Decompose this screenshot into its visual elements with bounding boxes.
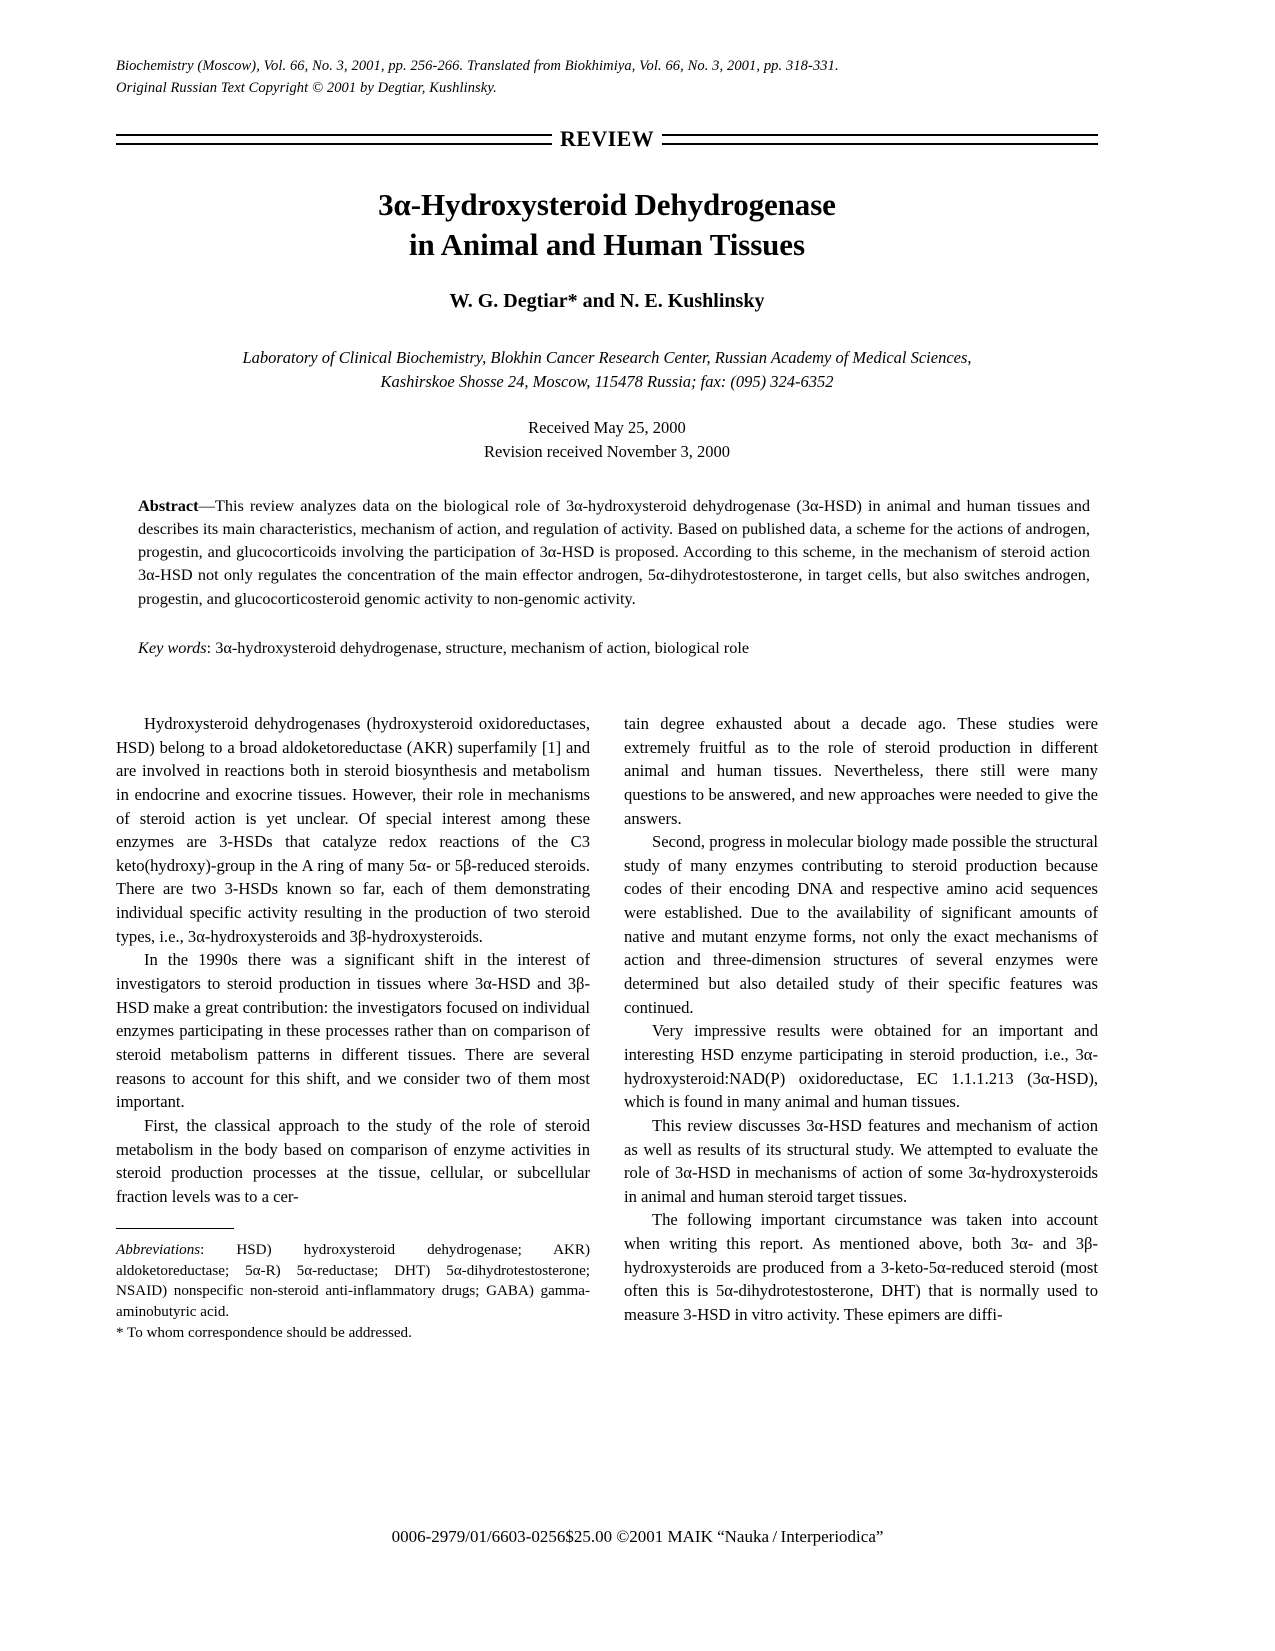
- authors: W. G. Degtiar* and N. E. Kushlinsky: [449, 290, 765, 313]
- body-column-left: [116, 712, 590, 1343]
- page-title: [116, 185, 1098, 264]
- paragraph: Hydroxysteroid dehydrogenases (hydroxysteroid oxidoreductases, HSD) belong to a broad aldoketoreductase (AKR) superfamily [1] and are involved in reactions both in steroid biosynthesis and metabolism in endocrine and exocrine tissues. However, their role in mechanisms of steroid action is yet unclear. Of special interest among these enzymes are 3-HSDs that catalyze redox reactions of the C3 keto(hydroxy)-group in the A ring of many 5α- or 5β-reduced steroids. There are two 3-HSDs known so far, each of them demonstrating individual specific activity resulting in the production of two steroid types, i.e., 3α-hydroxysteroids and 3β-hydroxysteroids.: [116, 714, 590, 946]
- section-label: REVIEW: [559, 125, 655, 151]
- paragraph: First, the classical approach to the study of the role of steroid metabolism in the body based on comparison of enzyme activities in steroid production processes at the tissue, cellular, or subcellular fraction levels was to a cer-: [116, 1115, 590, 1206]
- keywords: [138, 636, 1098, 659]
- affiliation: [116, 346, 1098, 394]
- affiliation-line-1: Laboratory of Clinical Biochemistry, Blokhin Cancer Research Center, Russian Academy of Medical Sciences,: [242, 348, 972, 368]
- keywords-label: Key words: [138, 637, 207, 657]
- page-footer: 0006-2979/01/6603-0256$25.00 ©2001 MAIK “Nauka / Interperiodica”: [391, 1527, 884, 1546]
- paragraph: tain degree exhausted about a decade ago. These studies were extremely fruitful as to the role of steroid production in different animal and human tissues. Nevertheless, there still were many questions to be answered, and new approaches were needed to give the answers.: [624, 714, 1098, 828]
- abbreviations-text: : HSD) hydroxysteroid dehydrogenase; AKR) aldoketoreductase; 5α-R) 5α-reductase; DHT) 5α-dihydrotestosterone; NSAID) nonspecific non-steroid anti-inflammatory drugs; GABA) gamma-aminobutyric acid.: [116, 1242, 590, 1320]
- abstract: [138, 494, 1090, 610]
- journal-reference-line-1: Biochemistry (Moscow), Vol. 66, No. 3, 2001, pp. 256-266. Translated from Biokhimiya, Vol. 66, No. 3, 2001, pp. 318-331.: [116, 58, 839, 74]
- revision-date: Revision received November 3, 2000: [483, 442, 731, 462]
- body-column-right: [624, 712, 1098, 1343]
- footnote-rule: [116, 1228, 234, 1229]
- title-line-2: in Animal and Human Tissues: [409, 226, 805, 262]
- keywords-text: 3α-hydroxysteroid dehydrogenase, structure, mechanism of action, biological role: [215, 637, 750, 657]
- paragraph: This review discusses 3α-HSD features and mechanism of action as well as results of its structural study. We attempted to evaluate the role of 3α-HSD in mechanisms of action of some 3α-hydroxysteroids in animal and human steroid target tissues.: [624, 1115, 1098, 1206]
- title-line-1: 3α-Hydroxysteroid Dehydrogenase: [378, 186, 836, 222]
- abstract-text: This review analyzes data on the biological role of 3α-hydroxysteroid dehydrogenase (3α-HSD) in animal and human tissues and describes its main characteristics, mechanism of action, and regulation of activity. Based on published data, a scheme for the actions of androgen, progestin, and glucocorticoids involving the participation of 3α-HSD is proposed. According to this scheme, in the mechanism of steroid action 3α-HSD not only regulates the concentration of the main effector androgen, 5α-dihydrotestosterone, in target cells, but also switches androgen, progestin, and glucocorticosteroid genomic activity to non-genomic activity.: [138, 495, 1090, 608]
- abbreviations-label: Abbreviations: [116, 1242, 201, 1259]
- footnote-block: [116, 1228, 590, 1343]
- keywords-separator: :: [206, 637, 216, 657]
- received-date: Received May 25, 2000: [528, 418, 686, 438]
- paragraph: In the 1990s there was a significant shift in the interest of investigators to steroid production in tissues where 3α-HSD and 3β-HSD make a great contribution: the investigators focused on individual enzymes participating in these processes rather than on comparison of steroid metabolism patterns in different tissues. There are several reasons to account for this shift, and we consider two of them most important.: [116, 950, 590, 1112]
- abbreviations-note: [116, 1240, 590, 1322]
- journal-reference-line-2: Original Russian Text Copyright © 2001 by Degtiar, Kushlinsky.: [116, 80, 497, 97]
- paragraph: Second, progress in molecular biology made possible the structural study of many enzymes contributing to steroid production because codes of their encoding DNA and respective amino acid sequences were established. Due to the availability of significant amounts of native and mutant enzyme forms, not only the exact mechanisms of action and three-dimension structures of several enzymes were determined but also detailed study of their specific features was continued.: [624, 832, 1098, 1017]
- affiliation-line-2: Kashirskoe Shosse 24, Moscow, 115478 Russia; fax: (095) 324-6352: [380, 372, 834, 392]
- paragraph: The following important circumstance was taken into account when writing this report. As mentioned above, both 3α- and 3β-hydroxysteroids are produced from a 3-keto-5α-reduced steroid (most often this is 5α-dihydrotestosterone, DHT) that is normally used to measure 3-HSD in vitro activity. These epimers are diffi-: [624, 1210, 1098, 1325]
- banner-rule-right: [662, 134, 1098, 145]
- body-columns: [116, 712, 1098, 1343]
- section-banner: [116, 126, 1098, 152]
- submission-dates: [116, 416, 1098, 464]
- abstract-dash: —: [198, 495, 215, 515]
- banner-rule-left: [116, 134, 552, 145]
- paragraph: Very impressive results were obtained for an important and interesting HSD enzyme participating in steroid production, i.e., 3α-hydroxysteroid:NAD(P) oxidoreductase, EC 1.1.1.213 (3α-HSD), which is found in many animal and human tissues.: [624, 1021, 1098, 1112]
- correspondence-note: * To whom correspondence should be addressed.: [116, 1324, 412, 1341]
- journal-reference: [116, 55, 1098, 100]
- abstract-label: Abstract: [138, 495, 199, 515]
- page-content: [116, 0, 1098, 659]
